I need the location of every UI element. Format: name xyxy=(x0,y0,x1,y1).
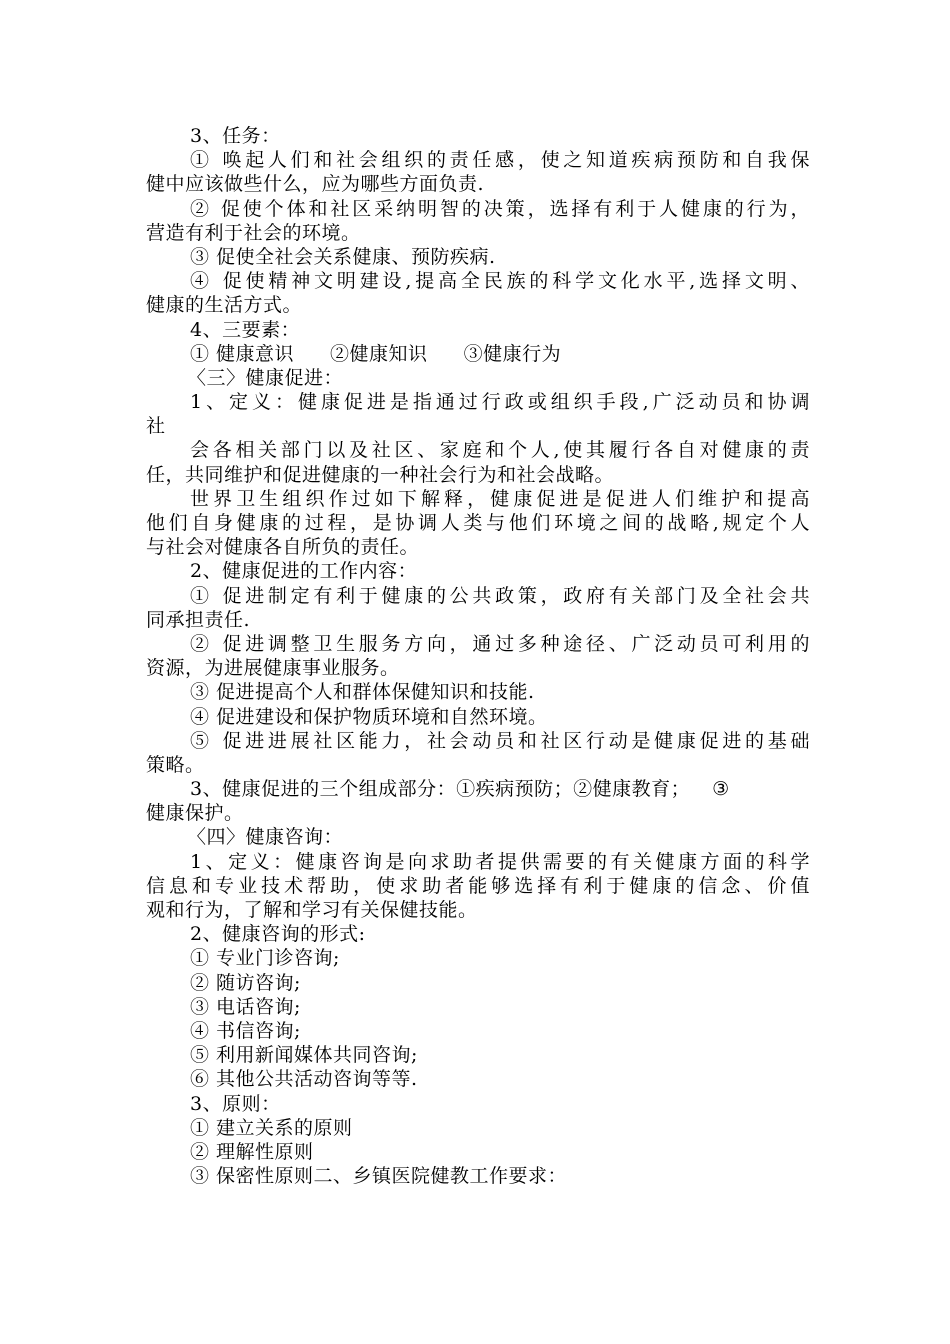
list-item: ① 专业门诊咨询; xyxy=(190,947,340,970)
list-item: ① 建立关系的原则 xyxy=(190,1116,353,1139)
section-heading: 〈四〉健康咨询： xyxy=(187,826,344,849)
document-body xyxy=(146,124,810,1188)
element-item: ②健康知识 xyxy=(330,342,428,365)
list-item: ② 随访咨询; xyxy=(190,971,301,994)
subheading: 2、健康咨询的形式: xyxy=(190,923,366,946)
paragraph-line: 健中应该做些什么，应为哪些方面负责. xyxy=(146,173,485,196)
subheading: 2、健康促进的工作内容： xyxy=(190,560,418,583)
section-heading: 〈三〉健康促进： xyxy=(187,366,344,389)
paragraph-line: 他们自身健康的过程，是协调人类与他们环境之间的战略,规定个人 xyxy=(146,512,810,534)
paragraph-line: 1、定义：健康咨询是向求助者提供需要的有关健康方面的科学 xyxy=(190,850,810,873)
paragraph-line: 社 xyxy=(146,415,166,438)
heading-tasks: 3、任务： xyxy=(190,125,281,147)
paragraph-line: ③ 促进提高个人和群体保健知识和技能. xyxy=(190,681,535,704)
paragraph-line: ③ 促使全社会关系健康、预防疾病. xyxy=(190,245,496,268)
three-elements-row xyxy=(146,342,810,366)
paragraph-line: 资源，为进展健康事业服务。 xyxy=(146,657,400,680)
paragraph-segment: 3、健康促进的三个组成部分：①疾病预防；②健康教育； xyxy=(190,778,691,801)
list-item: ② 理解性原则 xyxy=(190,1140,314,1163)
paragraph-line: ② 促进调整卫生服务方向，通过多种途径、广泛动员可利用的 xyxy=(190,632,810,655)
paragraph-line: 健康保护。 xyxy=(146,802,244,825)
paragraph-line: ⑤ 促进进展社区能力，社会动员和社区行动是健康促进的基础 xyxy=(190,729,810,752)
list-item: ⑥ 其他公共活动咨询等等. xyxy=(190,1068,418,1091)
paragraph-line: 世界卫生组织作过如下解释，健康促进是促进人们维护和提高 xyxy=(190,487,810,510)
list-item: ⑤ 利用新闻媒体共同咨询; xyxy=(190,1044,418,1067)
paragraph-line: 与社会对健康各自所负的责任。 xyxy=(146,536,420,559)
list-item: ③ 电话咨询; xyxy=(190,995,301,1018)
paragraph-line: ④ 促进建设和保护物质环境和自然环境。 xyxy=(190,705,548,728)
paragraph-line: ② 促使个体和社区采纳明智的决策，选择有利于人健康的行为， xyxy=(190,197,810,220)
paragraph-line: ① 唤起人们和社会组织的责任感，使之知道疾病预防和自我保 xyxy=(190,149,810,172)
heading-three-elements: 4、三要素： xyxy=(190,318,301,341)
paragraph-segment: ③ xyxy=(712,778,730,801)
subheading: 3、原则： xyxy=(190,1092,281,1115)
paragraph-line: 营造有利于社会的环境。 xyxy=(146,221,361,244)
paragraph-line: 任，共同维护和促进健康的一种社会行为和社会战略。 xyxy=(146,463,615,486)
paragraph-line: 策略。 xyxy=(146,753,205,776)
element-item: ③健康行为 xyxy=(463,342,562,365)
paragraph-line: ① 促进制定有利于健康的公共政策，政府有关部门及全社会共 xyxy=(190,584,810,607)
list-item: ③ 保密性原则二、乡镇医院健教工作要求： xyxy=(190,1165,568,1188)
components-row xyxy=(146,777,810,801)
paragraph-line: 1、定义：健康促进是指通过行政或组织手段,广泛动员和协调 xyxy=(190,391,810,414)
paragraph-line: 观和行为，了解和学习有关保健技能。 xyxy=(146,899,478,921)
paragraph-line: 同承担责任. xyxy=(146,608,251,631)
paragraph-line: 信息和专业技术帮助，使求助者能够选择有利于健康的信念、价值 xyxy=(146,874,810,897)
paragraph-line: 会各相关部门以及社区、家庭和个人,使其履行各自对健康的责 xyxy=(190,439,810,462)
paragraph-line: ④ 促使精神文明建设,提高全民族的科学文化水平,选择文明、 xyxy=(190,270,810,293)
list-item: ④ 书信咨询; xyxy=(190,1019,301,1042)
paragraph-line: 健康的生活方式。 xyxy=(146,294,303,317)
element-item: ① 健康意识 xyxy=(190,342,295,365)
